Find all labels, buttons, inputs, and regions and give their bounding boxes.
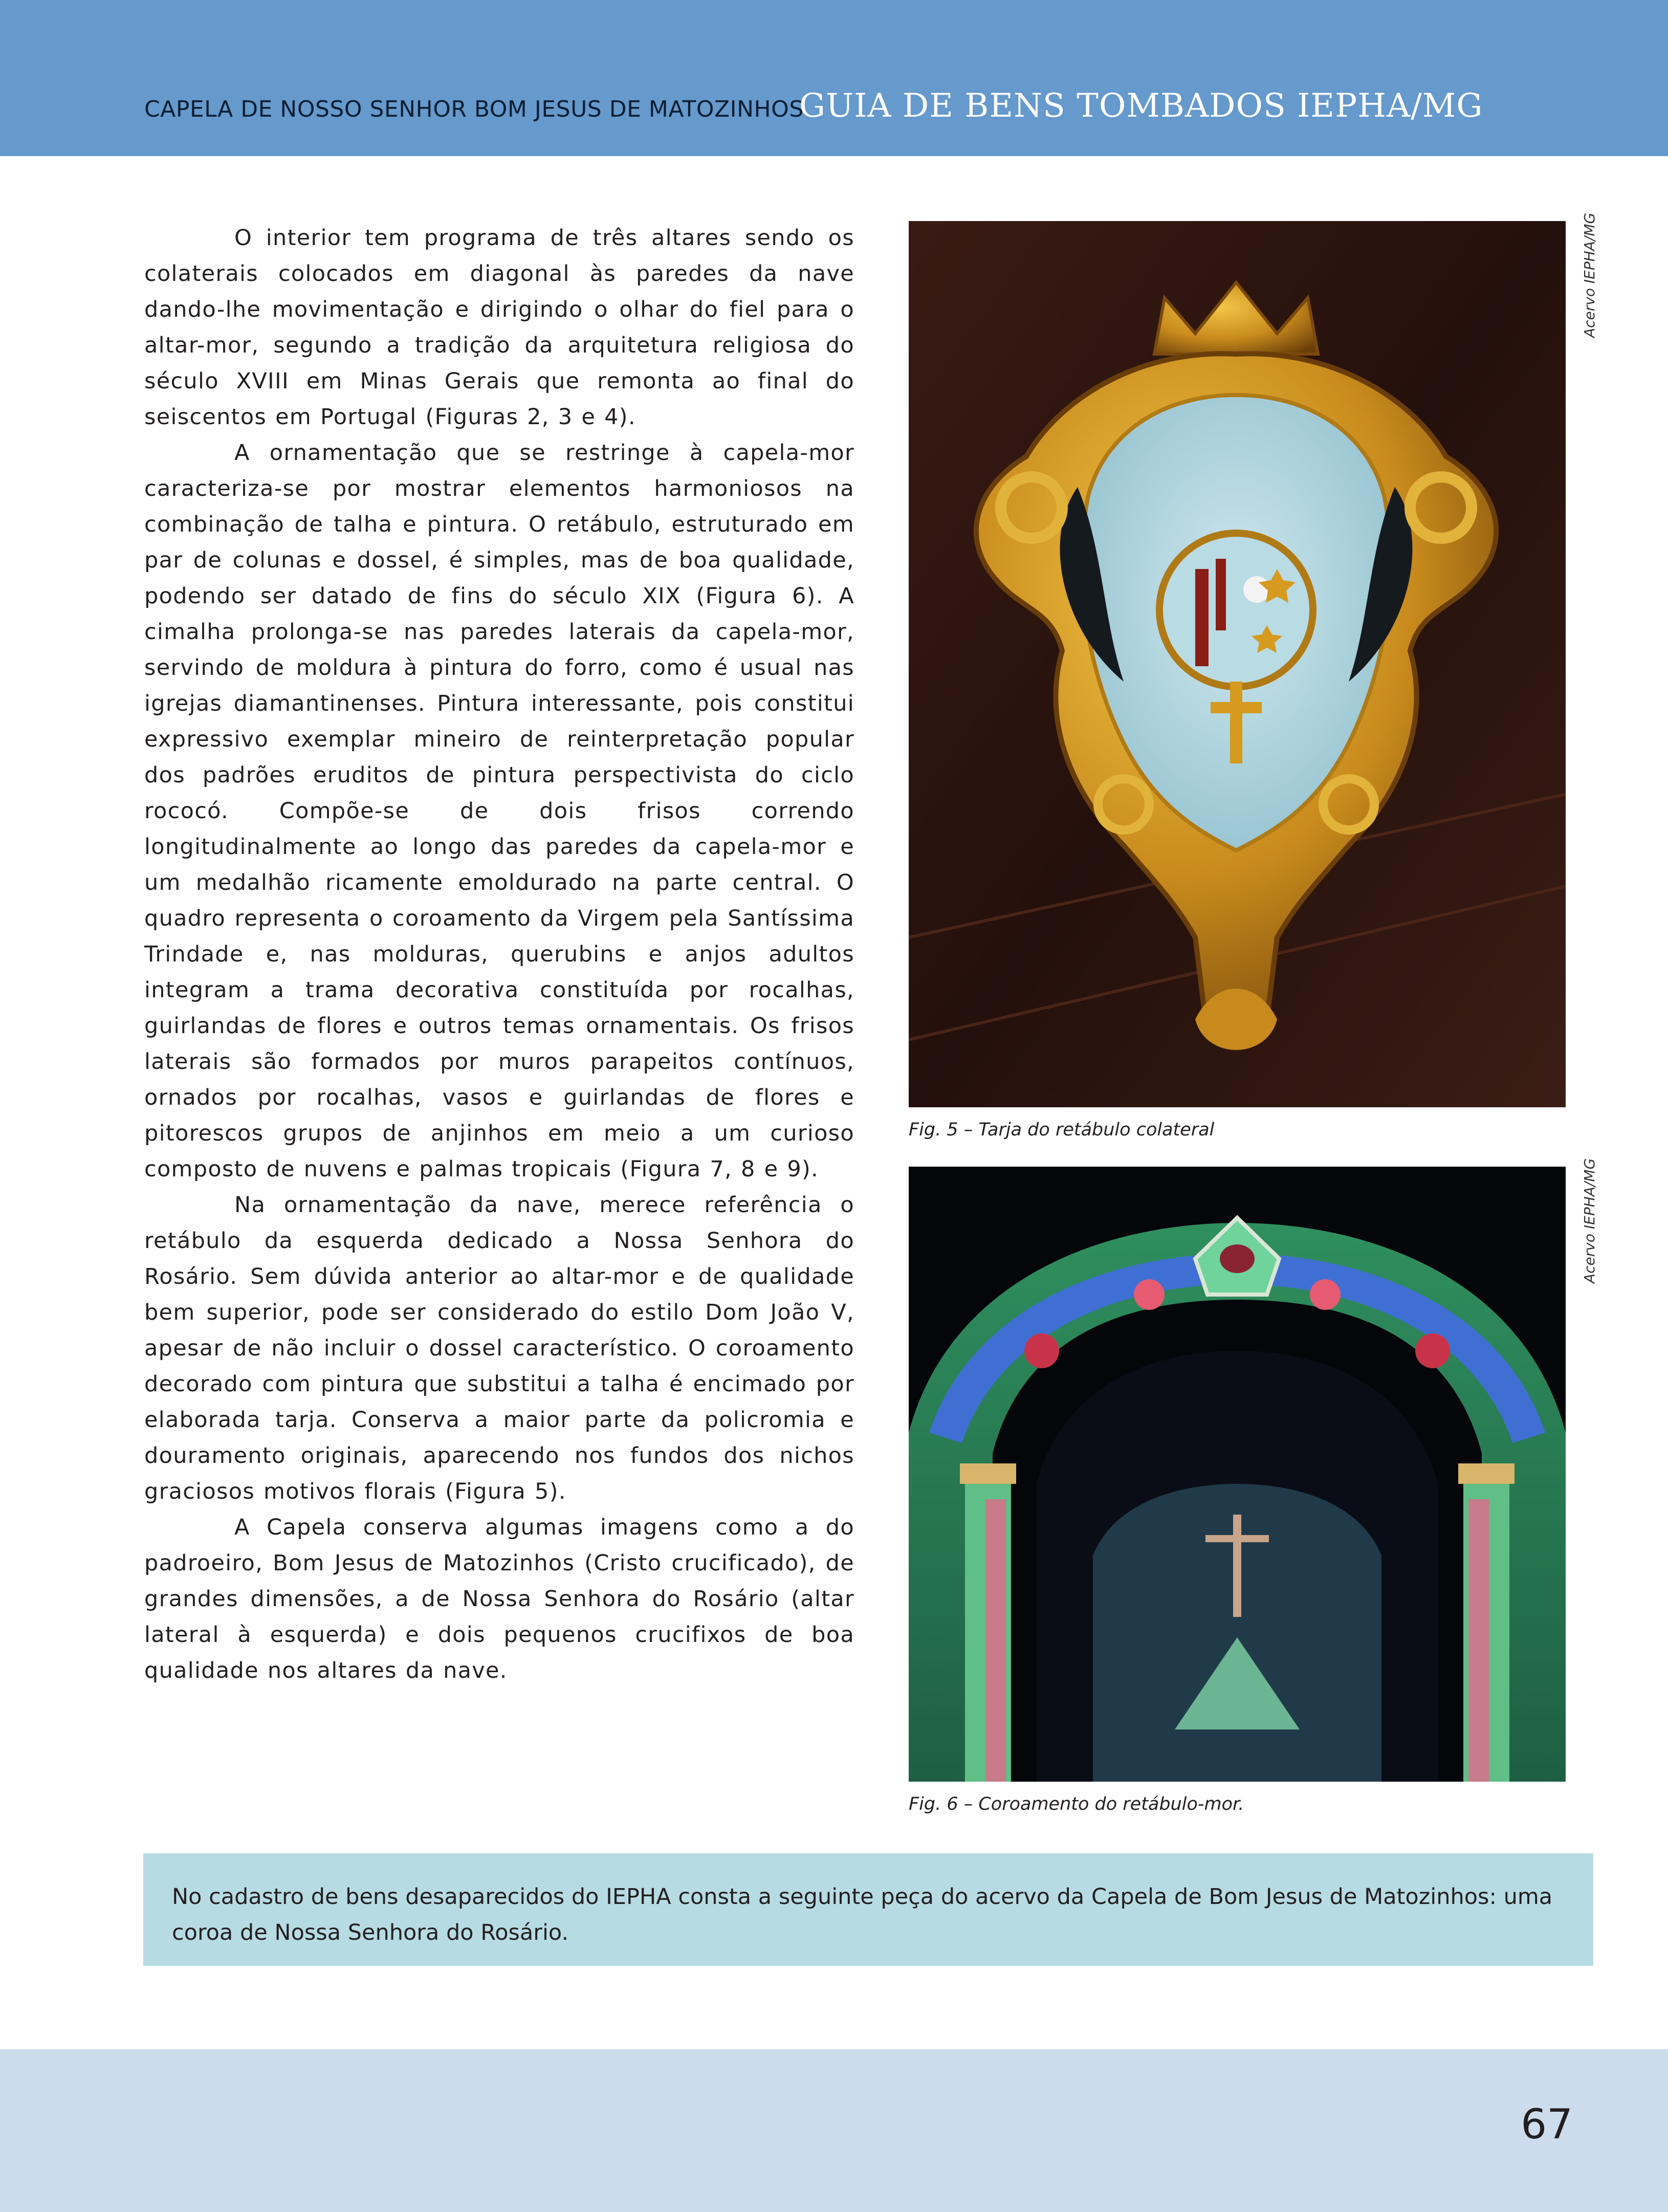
header-subtitle: CAPELA DE NOSSO SENHOR BOM JESUS DE MATOZINHOS [144,96,804,122]
cartouche-illustration [909,221,1566,1107]
header-title: GUIA DE BENS TOMBADOS IEPHA/MG [799,87,1483,125]
article-body [144,220,854,1689]
figure-5-caption: Fig. 5 – Tarja do retábulo colateral [909,1120,1215,1140]
figure-5-photo [909,221,1566,1107]
figure-5-credit: Acervo IEPHA/MG [1581,212,1598,338]
retable-illustration [909,1167,1566,1782]
body-paragraph: Na ornamentação da nave, merece referência o retábulo da esquerda dedicado a Nossa Senhora do Rosário. Sem dúvida anterior ao altar-mor e de qualidade bem superior, pode ser considerado do estilo Dom João V, apesar de não incluir o dossel característico. O coroamento decorado com pintura que substitui a talha é encimado por elaborada tarja. Conserva a maior parte da policromia e douramento originais, aparecendo nos fundos dos nichos graciosos motivos florais (Figura 5). [144,1192,854,1504]
figure-6-credit: Acervo IEPHA/MG [1581,1158,1598,1283]
figure-6-caption: Fig. 6 – Coroamento do retábulo-mor. [909,1794,1244,1814]
body-paragraph: A Capela conserva algumas imagens como a do padroeiro, Bom Jesus de Matozinhos (Cristo crucificado), de grandes dimensões, a de Nossa Senhora do Rosário (altar lateral à esquerda) e dois pequenos crucifixos de boa qualidade nos altares da nave. [144,1515,854,1683]
body-paragraph: O interior tem programa de três altares sendo os colaterais colocados em diagonal às paredes da nave dando-lhe movimentação e dirigindo o olhar do fiel para o altar-mor, segundo a tradição da arquitetura religiosa do século XVIII em Minas Gerais que remonta ao final do seiscentos em Portugal (Figuras 2, 3 e 4). [144,225,854,430]
body-paragraph: A ornamentação que se restringe à capela-mor caracteriza-se por mostrar elementos harmoniosos na combinação de talha e pintura. O retábulo, estruturado em par de colunas e dossel, é simples, mas de boa qualidade, podendo ser datado de fins do século XIX (Figura 6). A cimalha prolonga-se nas paredes laterais da capela-mor, servindo de moldura à pintura do forro, como é usual nas igrejas diamantinenses. Pintura interessante, pois constitui expressivo exemplar mineiro de reinterpretação popular dos padrões eruditos de pintura perspectivista do ciclo rococó. Compõe-se de dois frisos correndo longitudinalmente ao longo das paredes da capela-mor e um medalhão ricamente emoldurado na parte central. O quadro representa o coroamento da Virgem pela Santíssima Trindade e, nas molduras, querubins e anjos adultos integram a trama decorativa constituída por rocalhas, guirlandas de flores e outros temas ornamentais. Os frisos laterais são formados por muros parapeitos contínuos, ornados por rocalhas, vasos e guirlandas de flores e pitorescos grupos de anjinhos em meio a um curioso composto de nuvens e palmas tropicais (Figura 7, 8 e 9). [144,440,854,1182]
missing-assets-note: No cadastro de bens desaparecidos do IEPHA consta a seguinte peça do acervo da Capela de Bom Jesus de Matozinhos: uma coroa de Nossa Senhora do Rosário. [143,1853,1593,1966]
figure-6-photo [909,1167,1566,1782]
page-footer [0,2049,1668,2212]
page-number: 67 [1521,2100,1573,2148]
page-header [0,0,1668,156]
